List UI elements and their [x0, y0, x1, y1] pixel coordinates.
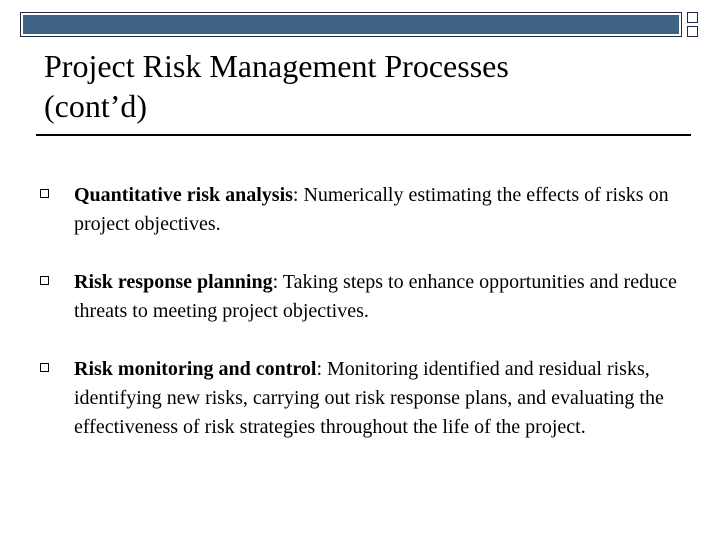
slide-title-line1: Project Risk Management Processes — [44, 48, 509, 84]
slide-title — [44, 46, 664, 126]
bullet-term: Risk response planning — [74, 271, 273, 293]
bullet-term: Quantitative risk analysis — [74, 184, 293, 206]
square-bullet-icon — [40, 189, 49, 198]
corner-decoration — [687, 12, 707, 40]
header-band — [20, 12, 682, 37]
header-band-fill — [23, 15, 679, 34]
bullet-item — [40, 181, 700, 239]
bullet-item — [40, 268, 700, 326]
bullet-term: Risk monitoring and control — [74, 358, 317, 380]
bullet-item — [40, 355, 700, 442]
corner-square-top — [687, 12, 698, 23]
title-divider — [36, 134, 691, 136]
bullet-text: : Taking steps to enhance opportunities and reduce threats to meeting project objectives. — [74, 271, 677, 322]
corner-square-bottom — [687, 26, 698, 37]
square-bullet-icon — [40, 363, 49, 372]
slide-title-line2: (cont’d) — [44, 88, 148, 124]
square-bullet-icon — [40, 276, 49, 285]
bullet-list — [40, 181, 700, 471]
bullet-text: : Numerically estimating the effects of risks on project objectives. — [74, 184, 669, 235]
bullet-text: : Monitoring identified and residual risks, identifying new risks, carrying out risk response plans, and evaluating the effectiveness of risk strategies throughout the life of the project. — [74, 358, 664, 438]
